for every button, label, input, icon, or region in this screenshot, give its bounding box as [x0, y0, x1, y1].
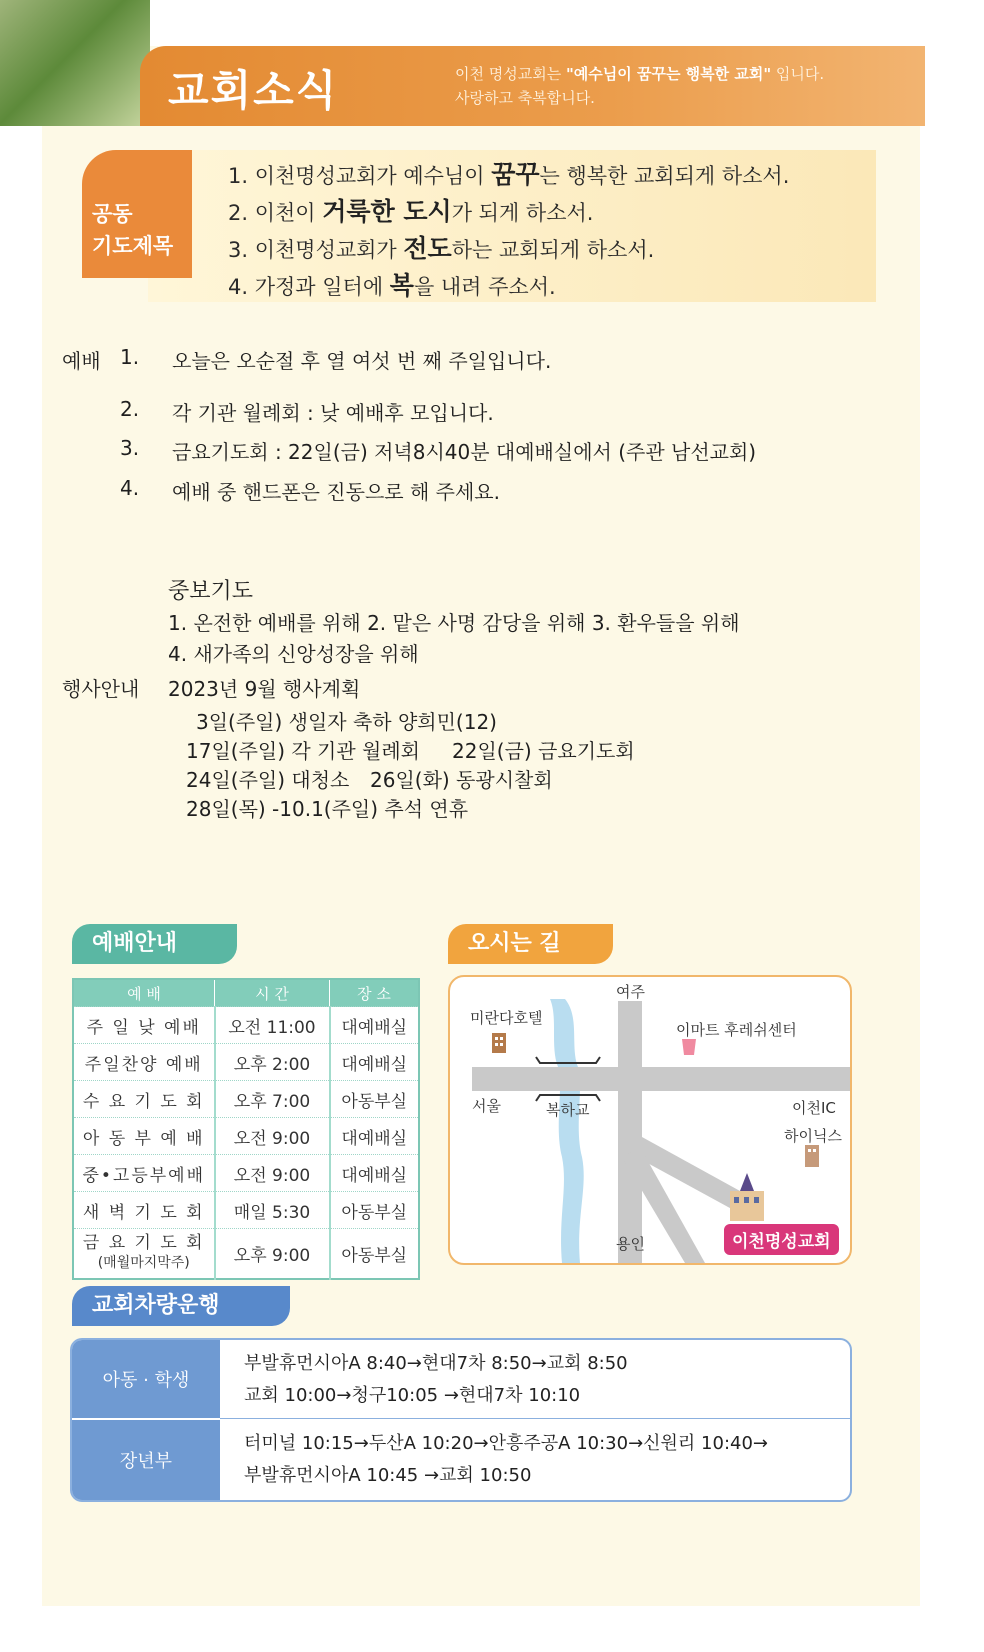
- shuttle-route: [244, 1348, 628, 1412]
- map-label-bridge: 복하교: [546, 1101, 590, 1119]
- worship-time: 오전 11:00: [215, 1007, 330, 1044]
- col-header: 예 배: [73, 979, 215, 1007]
- worship-name: 아 동 부 예 배: [73, 1118, 215, 1155]
- event-item: 3일(주일) 생일자 축하 양희민(12): [196, 710, 497, 734]
- event-item: 24일(주일) 대청소: [186, 768, 350, 792]
- table-row: [73, 1044, 419, 1081]
- hotel-icon: [492, 1033, 506, 1053]
- prayer-item: [228, 157, 789, 194]
- worship-header-row: [73, 979, 419, 1007]
- worship-place: 대예배실: [330, 1007, 420, 1044]
- subtitle-pre: 이천 명성교회는: [455, 65, 566, 83]
- table-row: [73, 1118, 419, 1155]
- map-label-ic: 이천IC: [792, 1099, 836, 1117]
- prayer-text: 4. 가정과 일터에: [228, 275, 390, 299]
- notice-text: 예배 중 핸드폰은 진동으로 해 주세요.: [172, 480, 500, 504]
- prayer-emphasis: 전도: [403, 234, 452, 263]
- shuttle-route: [244, 1428, 768, 1492]
- table-row: [73, 1007, 419, 1044]
- worship-time: 오후 7:00: [215, 1081, 330, 1118]
- notice-num: 4.: [120, 476, 140, 500]
- shuttle-route-line: 터미널 10:15→두산A 10:20→안흥주공A 10:30→신원리 10:40→: [244, 1433, 768, 1454]
- subtitle-post: 입니다.: [771, 65, 825, 83]
- worship-time: 오후 9:00: [215, 1229, 330, 1279]
- prayer-tag-line1: 공동: [92, 202, 133, 226]
- prayer-list: [228, 157, 789, 305]
- prayer-emphasis: 복: [389, 271, 414, 300]
- notice-num: 3.: [120, 436, 140, 460]
- worship-place: 아동부실: [330, 1081, 420, 1118]
- intercession-line: 4. 새가족의 신앙성장을 위해: [168, 642, 419, 666]
- prayer-emphasis: 거룩한 도시: [322, 197, 452, 226]
- event-item: 26일(화) 동광시찰회: [370, 768, 553, 792]
- shuttle-route-line: 부발휴먼시아A 10:45 →교회 10:50: [244, 1465, 532, 1486]
- map-label-south: 용인: [616, 1235, 645, 1253]
- notice-num: 2.: [120, 397, 140, 421]
- prayer-text: 가 되게 하소서.: [451, 201, 594, 225]
- map-label-north: 여주: [616, 983, 645, 1001]
- leaf-decoration: [0, 0, 150, 126]
- event-item: 22일(금) 금요기도회: [452, 739, 635, 763]
- prayer-emphasis: 꿈꾸: [491, 160, 540, 189]
- worship-table: [72, 978, 420, 1280]
- event-item: 17일(주일) 각 기관 월례회: [186, 739, 421, 763]
- notice-text: 오늘은 오순절 후 열 여섯 번 째 주일입니다.: [172, 349, 552, 373]
- prayer-text: 1. 이천명성교회가 예수님이: [228, 164, 492, 188]
- shuttle-tab: 교회차량운행: [72, 1286, 290, 1326]
- worship-place: 대예배실: [330, 1044, 420, 1081]
- worship-name: 새 벽 기 도 회: [73, 1192, 215, 1229]
- worship-name: 주일찬양 예배: [73, 1044, 215, 1081]
- shuttle-divider: [220, 1418, 850, 1419]
- worship-place: 대예배실: [330, 1155, 420, 1192]
- intercession-title: 중보기도: [168, 579, 254, 604]
- worship-place: 대예배실: [330, 1118, 420, 1155]
- worship-time: 오후 2:00: [215, 1044, 330, 1081]
- worship-name: [73, 1229, 215, 1279]
- emart-icon: [682, 1039, 696, 1055]
- event-item: 28일(목) -10.1(주일) 추석 연휴: [186, 797, 469, 821]
- page-title: 교회소식: [168, 66, 339, 115]
- shuttle-group-label: 장년부: [72, 1420, 220, 1500]
- prayer-item: [228, 231, 789, 268]
- notice-text: 금요기도회 : 22일(금) 저녁8시40분 대예배실에서 (주관 남선교회): [172, 440, 757, 464]
- prayer-tag-line2: 기도제목: [92, 234, 174, 258]
- intercession-line: 1. 온전한 예배를 위해 2. 맡은 사명 감당을 위해 3. 환우들을 위해: [168, 611, 740, 635]
- col-header: 장 소: [330, 979, 420, 1007]
- prayer-text: 을 내려 주소서.: [413, 275, 556, 299]
- worship-name: 중•고등부예배: [73, 1155, 215, 1192]
- east-west-road: [472, 1067, 850, 1091]
- church-building-icon: [730, 1191, 764, 1221]
- worship-guide-tab: 예배안내: [72, 924, 237, 964]
- prayer-tag: [82, 150, 192, 278]
- worship-time: 오전 9:00: [215, 1155, 330, 1192]
- prayer-text: 2. 이천이: [228, 201, 323, 225]
- worship-name: 수 요 기 도 회: [73, 1081, 215, 1118]
- river: [550, 999, 584, 1263]
- notice-num: 1.: [120, 345, 140, 369]
- prayer-text: 는 행복한 교회되게 하소서.: [539, 164, 790, 188]
- subtitle-line2: 사랑하고 축복합니다.: [455, 89, 595, 107]
- shuttle-route-line: 부발휴먼시아A 8:40→현대7차 8:50→교회 8:50: [244, 1353, 628, 1374]
- notice-text: 각 기관 월례회 : 낮 예배후 모입니다.: [172, 401, 494, 425]
- north-south-road: [618, 1001, 642, 1263]
- prayer-text: 하는 교회되게 하소서.: [451, 238, 655, 262]
- prayer-item: [228, 194, 789, 231]
- map-label-hotel: 미란다호텔: [470, 1009, 543, 1027]
- shuttle-box: [70, 1338, 852, 1502]
- directions-map: [448, 975, 852, 1265]
- worship-name-main: 금 요 기 도 회: [82, 1233, 205, 1254]
- shuttle-route-line: 교회 10:00→청구10:05 →현대7차 10:10: [244, 1385, 581, 1406]
- map-label-hynix: 하이닉스: [784, 1127, 842, 1145]
- hynix-icon: [805, 1145, 819, 1167]
- directions-tab: 오시는 길: [448, 924, 613, 964]
- subtitle-emphasis: "예수님이 꿈꾸는 행복한 교회": [565, 65, 772, 83]
- prayer-item: [228, 268, 789, 305]
- worship-time: 매일 5:30: [215, 1192, 330, 1229]
- worship-place: 아동부실: [330, 1192, 420, 1229]
- table-row: [73, 1192, 419, 1229]
- church-name-badge: 이천명성교회: [722, 1222, 841, 1257]
- map-label-west: 서울: [472, 1097, 501, 1115]
- col-header: 시 간: [215, 979, 330, 1007]
- table-row: [73, 1081, 419, 1118]
- events-title: 2023년 9월 행사계획: [168, 677, 361, 701]
- worship-time: 오전 9:00: [215, 1118, 330, 1155]
- events-label: 행사안내: [62, 677, 140, 701]
- map-label-emart: 이마트 후레쉬센터: [676, 1021, 797, 1039]
- prayer-text: 3. 이천명성교회가: [228, 238, 404, 262]
- header-subtitle: [455, 62, 915, 110]
- worship-label: 예배: [62, 349, 101, 373]
- shuttle-group-label: 아동 · 학생: [72, 1340, 220, 1418]
- worship-place: 아동부실: [330, 1229, 420, 1279]
- worship-name-note: (매월마지막주): [97, 1255, 190, 1272]
- table-row: [73, 1229, 419, 1279]
- table-row: [73, 1155, 419, 1192]
- worship-name: 주 일 낮 예배: [73, 1007, 215, 1044]
